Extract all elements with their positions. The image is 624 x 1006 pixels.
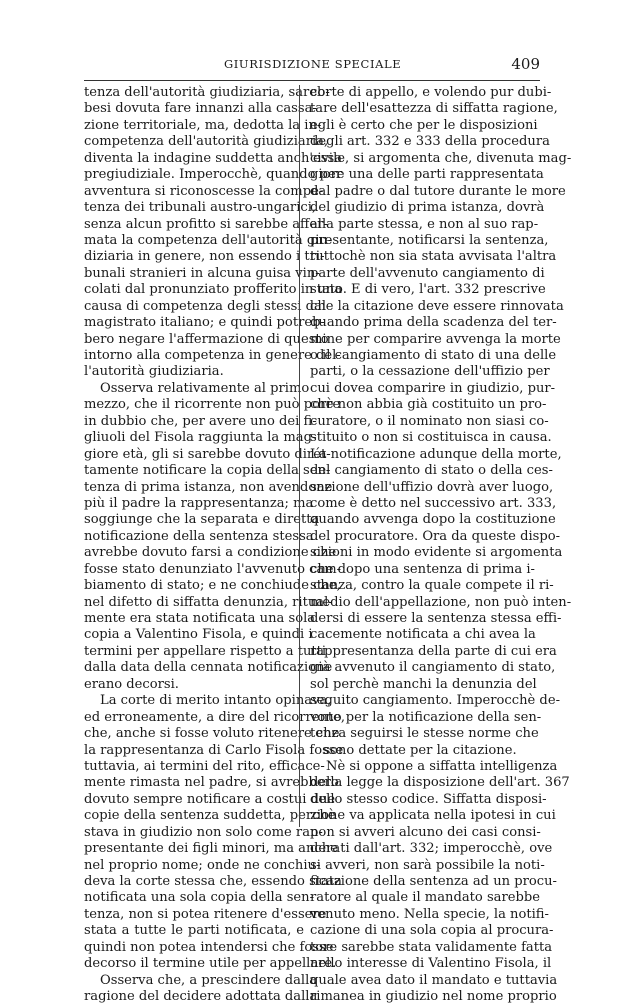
text-line: o il cangiamento di stato di una delle: [310, 348, 557, 363]
text-line: fosse stato denunziato l'avvenuto cam-: [84, 561, 342, 577]
text-line: più il padre la rappresentanza; ma: [84, 495, 314, 511]
running-head: GIURISDIZIONE SPECIALE: [224, 57, 402, 71]
text-line: nel difetto di siffatta denunzia, ritual-: [84, 594, 333, 610]
text-line: erano decorsi.: [84, 676, 179, 692]
text-line: notificata una sola copia della sen-: [84, 890, 315, 906]
text-line: tuttochè non sia stata avvisata l'altra: [310, 249, 557, 265]
text-line: si avveri, non sarà possibile la noti-: [310, 857, 545, 873]
text-line: Osserva che, a prescindere dalla: [100, 972, 318, 988]
text-line: besi dovuta fare innanzi alla cassa-: [84, 101, 317, 117]
text-line: quando prima della scadenza del ter-: [310, 315, 557, 331]
text-line: sol perchè manchi la denunzia del: [310, 676, 537, 692]
text-line: nello interesse di Valentino Fisola, il: [310, 956, 552, 972]
text-line: venuto meno. Nella specie, la notifi-: [310, 906, 549, 922]
text-line: già avvenuto il cangiamento di stato,: [310, 660, 556, 676]
text-line: seguito cangiamento. Imperocchè de-: [310, 693, 560, 709]
text-line: notificazione della sentenza stessa: [84, 528, 314, 544]
text-line: mata la competenza dell'autorità giu-: [84, 232, 333, 248]
text-line: quando avvenga dopo la costituzione: [310, 512, 556, 528]
left-column: [84, 85, 346, 1006]
text-line: dalla data della cennata notificazione: [84, 660, 333, 676]
text-line: cacemente notificata a chi avea la: [310, 627, 536, 643]
text-line: ed erroneamente, a dire del ricorrente,: [84, 709, 346, 725]
text-line: civile, si argomenta che, divenuta mag-: [310, 150, 572, 166]
text-line: della legge la disposizione dell'art. 367: [310, 775, 570, 791]
text-line: presentante, notificarsi la sentenza,: [310, 232, 549, 248]
text-line: mezzo, che il ricorrente non può porre: [84, 397, 341, 413]
text-line: dovuto sempre notificare a costui due: [84, 791, 336, 807]
text-line: decorso il termine utile per appellare.: [84, 956, 337, 972]
text-line: colati dal pronunziato profferito in una: [84, 282, 343, 298]
text-line: degli art. 332 e 333 della procedura: [310, 134, 550, 150]
text-line: che dopo una sentenza di prima i-: [310, 561, 535, 577]
text-line: sono dettate per la citazione.: [323, 742, 517, 758]
text-line: rappresentanza della parte di cui era: [310, 643, 557, 659]
text-line: rimanea in giudizio nel nome proprio: [310, 989, 557, 1005]
text-line: giore una delle parti rappresentata: [310, 167, 544, 183]
text-line: stituito o non si costituisca in causa.: [310, 430, 552, 446]
right-column: [310, 85, 572, 1006]
text-line: copia a Valentino Fisola, e quindi i: [84, 627, 313, 643]
text-line: gliuoli del Fisola raggiunta la mag-: [84, 430, 317, 446]
text-line: La notificazione adunque della morte,: [310, 446, 562, 462]
text-line: come è detto nel successivo art. 333,: [310, 495, 557, 511]
text-line: mente rimasta nel padre, si avrebbero: [84, 775, 339, 791]
text-line: nel proprio nome; onde ne conchiu-: [84, 857, 321, 873]
text-line: del giudizio di prima istanza, dovrà: [310, 200, 545, 216]
text-line: zione territoriale, ma, dedotta la in-: [84, 117, 322, 133]
text-line: stava in giudizio non solo come rap-: [84, 824, 323, 840]
page-number: 409: [511, 55, 540, 73]
text-line: soggiunge che la separata e diretta: [84, 512, 320, 528]
text-line: diziaria in genere, non essendo i tri-: [84, 249, 325, 265]
text-line: vono per la notificazione della sen-: [310, 709, 542, 725]
text-line: tamente notificare la copia della sen-: [84, 463, 331, 479]
text-line: stato. E di vero, l'art. 332 prescrive: [310, 282, 546, 298]
text-line: corte di appello, e volendo pur dubi-: [310, 85, 552, 100]
text-line: La corte di merito intanto opinava,: [100, 693, 332, 709]
text-line: mente era stata notificata una sola: [84, 611, 316, 626]
text-line: zione va applicata nella ipotesi in cui: [310, 808, 556, 824]
text-line: tare dell'esattezza di siffatta ragione,: [310, 101, 558, 117]
text-line: tenza dell'autorità giudiziaria, sareb-: [84, 85, 330, 100]
text-line: copie della sentenza suddetta, perchè: [84, 808, 336, 824]
text-line: ratore al quale il mandato sarebbe: [310, 890, 540, 906]
text-line: non si avveri alcuno dei casi consi-: [310, 824, 541, 840]
text-line: derati dall'art. 332; imperocchè, ove: [310, 841, 553, 857]
text-line: sizioni in modo evidente si argomenta: [310, 545, 563, 561]
text-line: la rappresentanza di Carlo Fisola fosse: [84, 742, 344, 758]
text-line: ficazione della sentenza ad un procu-: [310, 874, 557, 889]
text-line: parti, o la cessazione dell'uffizio per: [310, 364, 550, 380]
text-line: bunali stranieri in alcuna guisa vin-: [84, 265, 320, 281]
text-line: quindi non potea intendersi che fosse: [84, 939, 334, 955]
text-line: avrebbe dovuto farsi a condizione che: [84, 545, 337, 561]
text-line: tenza dei tribunali austro-ungarici,: [84, 200, 317, 216]
text-line: egli è certo che per le disposizioni: [310, 117, 538, 133]
text-line: intorno alla competenza in genere del-: [84, 348, 341, 363]
text-line: Osserva relativamente al primo: [100, 380, 310, 396]
text-line: tenza, non si potea ritenere d'essere: [84, 906, 327, 922]
text-line: quale avea dato il mandato e tuttavia: [310, 972, 558, 988]
text-line: tenza di prima istanza, non avendone: [84, 479, 333, 495]
text-line: biamento di stato; e ne conchiude che,: [84, 578, 341, 594]
text-line: ragione del decidere adottata dalla: [84, 989, 318, 1005]
text-line: alla parte stessa, e non al suo rap-: [310, 216, 539, 232]
text-line: stanza, contro la quale compete il ri-: [310, 578, 554, 594]
text-line: presentante dei figli minori, ma anche: [84, 841, 338, 857]
text-line: deva la corte stessa che, essendo stata: [84, 874, 342, 889]
text-line: dello stesso codice. Siffatta disposi-: [310, 791, 547, 807]
text-line: cui dovea comparire in giudizio, pur-: [310, 380, 556, 396]
text-line: diventa la indagine suddetta anch'essa: [84, 150, 343, 166]
text-line: l'autorità giudiziaria.: [84, 364, 224, 380]
text-line: stata a tutte le parti notificata, e: [84, 923, 304, 939]
text-line: senza alcun profitto si sarebbe affer-: [84, 216, 328, 232]
text-line: mine per comparire avvenga la morte: [310, 331, 561, 347]
text-line: competenza dell'autorità giudiziaria,: [84, 134, 329, 150]
text-line: tuttavia, ai termini del rito, efficace-: [84, 758, 325, 774]
text-line: cazione di una sola copia al procura-: [310, 923, 554, 939]
text-line: del procuratore. Ora da queste dispo-: [310, 528, 561, 544]
text-line: dal padre o dal tutore durante le more: [310, 183, 566, 199]
text-line: pregiudiziale. Imperocchè, quando per: [84, 167, 343, 183]
column-divider: [299, 85, 300, 827]
page-header: [84, 55, 540, 77]
text-line: medio dell'appellazione, non può inten-: [310, 594, 572, 610]
text-line: in dubbio che, per avere uno dei fi-: [84, 413, 317, 429]
header-rule: [84, 80, 540, 81]
text-line: che la citazione deve essere rinnovata: [310, 298, 564, 314]
text-line: causa di competenza degli stessi dal: [84, 298, 327, 314]
text-line: tore sarebbe stata validamente fatta: [310, 939, 553, 955]
text-line: tenza seguirsi le stesse norme che: [310, 726, 539, 742]
text-line: giore età, gli si sarebbe dovuto dirét-: [84, 446, 331, 462]
text-line: termini per appellare rispetto a tutti: [84, 643, 327, 659]
text-line: avventura si riconoscesse la compe-: [84, 183, 324, 199]
text-line: chè non abbia già costituito un pro-: [310, 397, 547, 413]
text-line: dersi di essere la sentenza stessa effi-: [310, 611, 562, 626]
text-line: del cangiamento di stato o della ces-: [310, 463, 553, 479]
text-line: curatore, o il nominato non siasi co-: [310, 413, 549, 429]
text-line: Nè si oppone a siffatta intelligenza: [326, 758, 558, 774]
text-line: che, anche si fosse voluto ritenere che: [84, 726, 340, 742]
text-line: magistrato italiano; e quindi potreb-: [84, 315, 325, 331]
text-line: parte dell'avvenuto cangiamento di: [310, 265, 545, 281]
text-line: sazione dell'uffizio dovrà aver luogo,: [310, 479, 554, 495]
text-line: bero negare l'affermazione di questo: [84, 331, 329, 347]
